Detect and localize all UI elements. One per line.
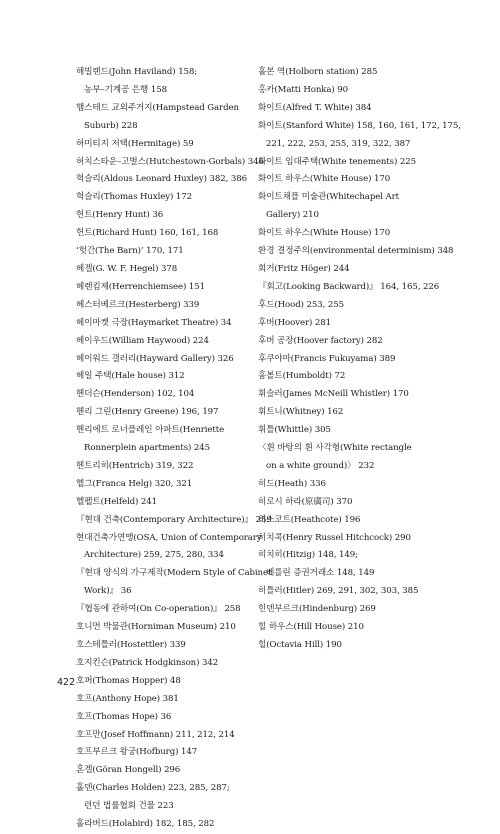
index-entry: 헬그(Franca Helg) 320, 321	[76, 478, 193, 489]
index-entry-continuation: Work)』 36	[84, 586, 132, 597]
index-entry: 헤이우드(William Haywood) 224	[76, 335, 209, 346]
index-entry: 후버(Hoover) 281	[258, 317, 331, 328]
index-entry: 힐 하우스(Hill House) 210	[258, 622, 364, 633]
index-entry-continuation: 런던 법률협회 건물 223	[84, 801, 174, 812]
index-entry: 호프(Thomas Hope) 36	[76, 711, 172, 722]
index-entry: 헉슬리(Thomas Huxley) 172	[76, 192, 192, 203]
index-entry: 『현대 양식의 가구제작(Modern Style of Cabinet	[76, 568, 272, 579]
index-column-right	[258, 64, 461, 655]
index-entry: 호프(Anthony Hope) 381	[76, 693, 179, 704]
index-entry: 힌덴부르크(Hindenburg) 269	[258, 604, 376, 615]
index-entry: 헨더슨(Henderson) 102, 104	[76, 389, 195, 400]
index-entry: 『현대 건축(Contemporary Architecture)』 259	[76, 514, 272, 525]
index-entry: 홍카(Matti Honka) 90	[258, 84, 349, 95]
index-entry: 헤렌킴제(Herrenchiemsee) 151	[76, 281, 205, 292]
index-entry-continuation: 221, 222, 253, 255, 319, 322, 387	[266, 138, 411, 149]
index-entry: 헌트(Richard Hunt) 160, 161, 168	[76, 228, 219, 239]
index-entry: 휘트니(Whitney) 162	[258, 407, 344, 418]
index-entry: 화이트채플 미술관(Whitechapel Art	[258, 192, 399, 203]
index-entry: 홀라버드(Holabird) 182, 185, 282	[76, 819, 215, 830]
index-entry: 혼겔(Göran Hongell) 296	[76, 765, 181, 776]
index-entry: 헤스터베르크(Hesterberg) 339	[76, 299, 200, 310]
page-number: 422	[57, 677, 76, 688]
index-entry: 허미티지 저택(Hermitage) 59	[76, 138, 194, 149]
index-entry: 호스테틀러(Hostettler) 339	[76, 640, 186, 650]
index-entry-continuation: 베를린 증권거래소 148, 149	[266, 568, 375, 579]
index-entry: 히치콕(Henry Russel Hitchcock) 290	[258, 532, 411, 543]
index-entry: 헨리에트 로너플레인 아파트(Henriette	[76, 425, 225, 436]
index-entry: 힐(Octavia Hill) 190	[258, 640, 342, 650]
index-entry: 화이트 하우스(White House) 170	[258, 228, 391, 239]
index-entry: 헤이마켓 극장(Haymarket Theatre) 34	[76, 317, 232, 328]
index-entry: 호니먼 박물관(Horniman Museum) 210	[76, 622, 236, 633]
index-entry-continuation: Ronnerplein apartments) 245	[84, 443, 210, 454]
index-entry: 히치히(Hitzig) 148, 149;	[258, 550, 358, 561]
index-column-left	[76, 64, 272, 834]
index-entry: 호프만(Josef Hoffmann) 211, 212, 214	[76, 729, 235, 740]
index-entry: 홀덴(Charles Holden) 223, 285, 287;	[76, 783, 230, 794]
index-entry: ‘헛간(The Barn)’ 170, 171	[76, 246, 184, 257]
index-entry: 회거(Fritz Höger) 244	[258, 263, 350, 274]
index-entry: 헨리 그린(Henry Greene) 196, 197	[76, 407, 219, 418]
index-entry: 화이트(Alfred T. White) 384	[258, 102, 372, 113]
index-entry: 호프부르크 왕궁(Hofburg) 147	[76, 747, 198, 758]
index-entry: 후쿠야마(Francis Fukuyama) 389	[258, 353, 396, 364]
index-entry: 화이트(Stanford White) 158, 160, 161, 172, 175,	[258, 120, 461, 131]
index-entry: 헤이워드 갤러리(Hayward Gallery) 326	[76, 353, 234, 364]
index-entry: 히드(Heath) 336	[258, 478, 326, 489]
index-entry: 히로시 하라(原廣司) 370	[258, 496, 353, 507]
index-entry-continuation: 농부–기계공 은행 158	[84, 84, 167, 95]
index-entry: 해빌랜드(John Haviland) 158;	[76, 67, 198, 77]
index-entry: 훔볼트(Humboldt) 72	[258, 371, 346, 382]
index-entry: 헤겔(G. W. F. Hegel) 378	[76, 263, 178, 274]
index-entry: 히스코트(Heathcote) 196	[258, 514, 361, 525]
index-entry: 휘슬러(James McNeill Whistler) 170	[258, 389, 409, 400]
index-entry: 히틀러(Hitler) 269, 291, 302, 303, 385	[258, 586, 419, 597]
index-entry: 화이트 하우스(White House) 170	[258, 174, 391, 185]
index-entry: 홀본 역(Holborn station) 285	[258, 67, 378, 77]
index-entry: 헉슬리(Aldous Leonard Huxley) 382, 386	[76, 174, 247, 185]
index-entry: 『회고(Looking Backward)』 164, 165, 226	[258, 281, 440, 292]
index-entry: 헨트리히(Hentrich) 319, 322	[76, 460, 194, 471]
index-entry-continuation: Suburb) 228	[84, 120, 138, 131]
index-entry-continuation: Gallery) 210	[266, 210, 319, 221]
index-entry: 『협동에 관하여(On Co-operation)』 258	[76, 604, 241, 615]
index-entry: 후버 공장(Hoover factory) 282	[258, 335, 383, 346]
index-entry-continuation: on a white ground)〉 232	[266, 460, 375, 471]
index-entry: 현대건축가연맹(OSA, Union of Contemporary	[76, 532, 262, 543]
index-entry: 헤일 주택(Hale house) 312	[76, 371, 185, 382]
index-entry: 헌트(Henry Hunt) 36	[76, 210, 164, 221]
index-entry-continuation: Architecture) 259, 275, 280, 334	[84, 550, 224, 561]
index-entry: 호퍼(Thomas Hopper) 48	[76, 675, 181, 686]
index-entry: 환경 결정주의(environmental determinism) 348	[258, 246, 454, 257]
index-entry: 〈흰 바탕의 흰 사각형(White rectangle	[258, 443, 412, 454]
index-entry: 헬펠트(Helfeld) 241	[76, 496, 157, 507]
index-entry: 휘틀(Whittle) 305	[258, 425, 331, 436]
index-entry: 화이트 임대주택(White tenements) 225	[258, 156, 416, 167]
index-entry: 후드(Hood) 253, 255	[258, 299, 344, 310]
index-entry: 햄스테드 교외주거지(Hampstead Garden	[76, 102, 239, 113]
index-entry: 허치스타운–고벌스(Hutchestown-Gorbals) 346	[76, 156, 264, 167]
index-entry: 호지킨슨(Patrick Hodgkinson) 342	[76, 657, 219, 668]
